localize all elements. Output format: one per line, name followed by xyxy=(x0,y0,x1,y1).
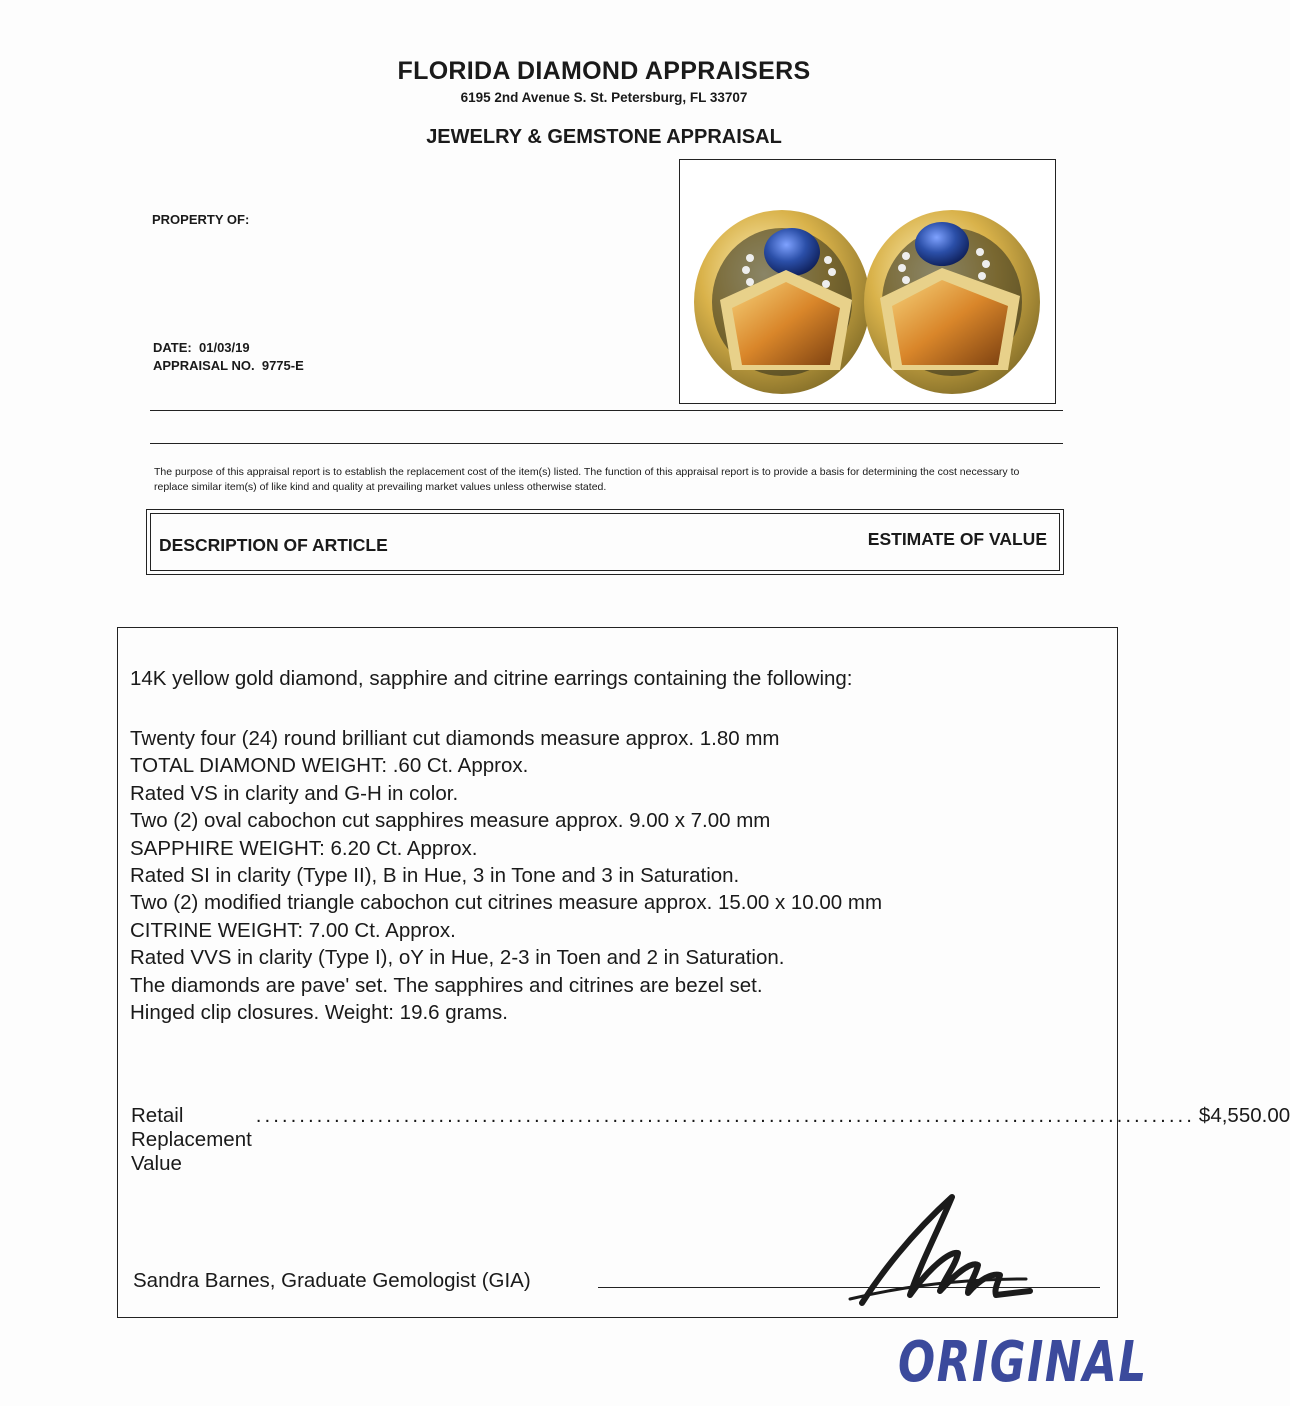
article-intro: 14K yellow gold diamond, sapphire and citrine earrings containing the following: xyxy=(130,667,853,690)
appraisal-number-label: APPRAISAL NO. xyxy=(153,358,255,373)
article-line: Rated SI in clarity (Type II), B in Hue, 3 in Tone and 3 in Saturation. xyxy=(130,864,740,888)
article-details xyxy=(130,725,882,1026)
dot-leader: ............................................................................................................ xyxy=(255,1104,1195,1127)
property-of-label: PROPERTY OF: xyxy=(152,212,250,227)
company-address: 6195 2nd Avenue S. St. Petersburg, FL 33707 xyxy=(460,90,748,105)
description-of-article-label: DESCRIPTION OF ARTICLE xyxy=(159,535,388,555)
right-earring xyxy=(864,210,1040,394)
estimate-of-value-label: ESTIMATE OF VALUE xyxy=(867,529,1047,549)
signature-mark xyxy=(840,1195,1040,1315)
date-row xyxy=(153,340,250,355)
earrings-photo-icon xyxy=(680,160,1055,403)
date-label: DATE: xyxy=(153,340,192,355)
article-line: Two (2) oval cabochon cut sapphires measure approx. 9.00 x 7.00 mm xyxy=(130,809,771,833)
earrings-photo xyxy=(679,159,1056,404)
divider-line xyxy=(150,443,1063,444)
article-line: The diamonds are pave' set. The sapphires and citrines are bezel set. xyxy=(130,973,763,997)
retail-replacement-label: Retail Replacement Value xyxy=(131,1104,252,1175)
article-line: TOTAL DIAMOND WEIGHT: .60 Ct. Approx. xyxy=(130,754,529,778)
article-line: Hinged clip closures. Weight: 19.6 grams. xyxy=(130,1001,508,1025)
date-value: 01/03/19 xyxy=(199,340,250,355)
article-line: Twenty four (24) round brilliant cut diamonds measure approx. 1.80 mm xyxy=(130,727,780,750)
article-line: SAPPHIRE WEIGHT: 6.20 Ct. Approx. xyxy=(130,836,478,860)
company-name: FLORIDA DIAMOND APPRAISERS xyxy=(397,57,811,85)
original-stamp: ORIGINAL xyxy=(898,1330,1148,1395)
document-title: JEWELRY & GEMSTONE APPRAISAL xyxy=(426,126,782,148)
appraisal-number-row xyxy=(153,358,304,373)
article-line: CITRINE WEIGHT: 7.00 Ct. Approx. xyxy=(130,918,456,942)
divider-line xyxy=(150,410,1063,411)
appraisal-number-value: 9775-E xyxy=(261,358,304,373)
article-line: Rated VS in clarity and G-H in color. xyxy=(130,781,459,805)
left-earring xyxy=(694,210,870,394)
article-line: Rated VVS in clarity (Type I), oY in Hue, 2-3 in Toen and 2 in Saturation. xyxy=(130,946,785,970)
retail-replacement-row xyxy=(131,1104,1290,1176)
description-header-inner xyxy=(150,513,1060,571)
article-line: Two (2) modified triangle cabochon cut citrines measure approx. 15.00 x 10.00 mm xyxy=(130,891,883,915)
retail-replacement-value: $4,550.00 xyxy=(1198,1104,1290,1127)
appraiser-name: Sandra Barnes, Graduate Gemologist (GIA) xyxy=(133,1269,531,1292)
description-header-box xyxy=(146,509,1064,575)
purpose-statement: The purpose of this appraisal report is to establish the replacement cost of the item(s) listed. The function of this appraisal report is to provide a basis for determining the cost necessary to replace similar item(s) of like kind and quality at prevailing market values unless otherwise stated. xyxy=(154,466,1020,493)
